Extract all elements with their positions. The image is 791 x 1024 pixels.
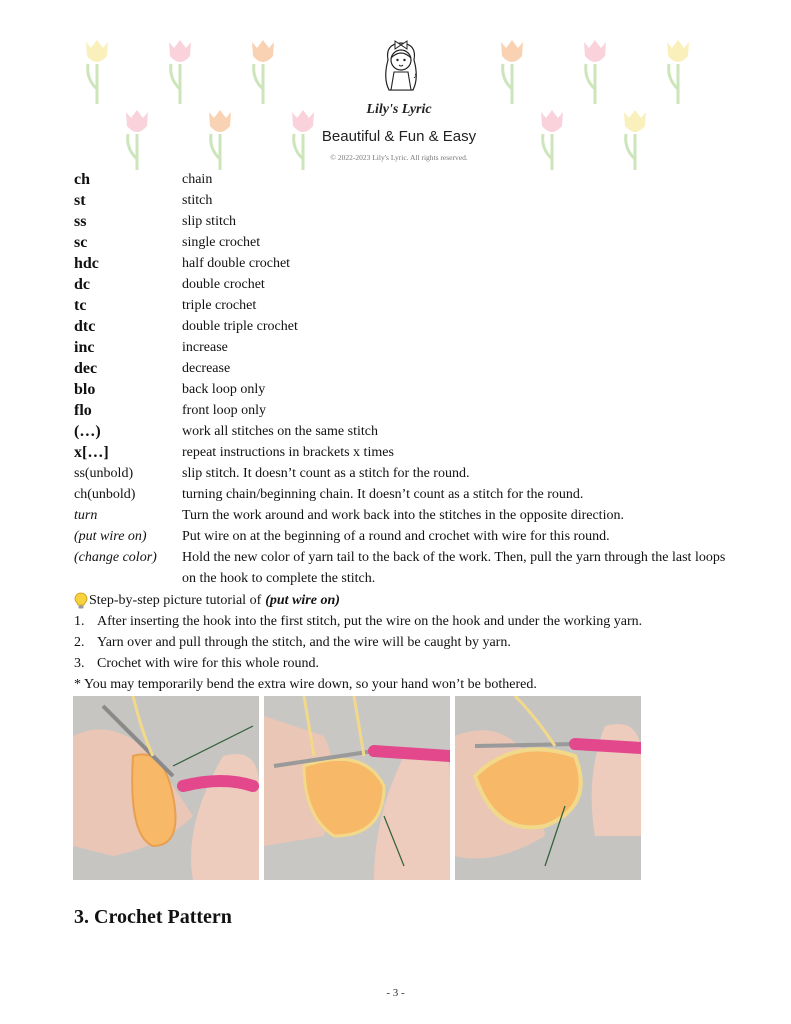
abbreviation-row	[74, 442, 734, 463]
tutorial-note: * You may temporarily bend the extra wire down, so your hand won’t be bothered.	[74, 677, 537, 692]
abbreviation-definition: turning chain/beginning chain. It doesn’t count as a stitch for the round.	[182, 487, 584, 502]
abbreviation-term: tc	[74, 297, 87, 314]
tulip-icon	[165, 34, 195, 104]
tulip-icon	[580, 34, 610, 104]
abbreviation-definition: increase	[182, 340, 228, 355]
abbreviation-row	[74, 211, 734, 232]
abbreviation-definition: half double crochet	[182, 256, 291, 271]
abbreviation-definition: double triple crochet	[182, 319, 298, 334]
tulip-icon	[620, 104, 650, 170]
abbreviation-definition: work all stitches on the same stitch	[182, 424, 378, 439]
tutorial-photo-3	[455, 696, 641, 880]
tulip-icon	[497, 34, 527, 104]
tulip-icon	[248, 34, 278, 104]
abbreviation-definition: Put wire on at the beginning of a round and crochet with wire for this round.	[182, 529, 610, 544]
abbreviation-row	[74, 400, 734, 421]
abbreviation-term: (put wire on)	[74, 529, 147, 544]
tutorial-photo-1	[73, 696, 259, 880]
copyright-notice: © 2022-2023 Lily's Lyric. All rights reserved.	[330, 153, 468, 162]
abbreviation-row	[74, 484, 734, 505]
page-number: - 3 -	[386, 987, 405, 999]
girl-mascot-icon	[379, 38, 423, 98]
abbreviation-definition: repeat instructions in brackets x times	[182, 445, 394, 460]
tulip-icon	[205, 104, 235, 170]
abbreviation-term: ch(unbold)	[74, 487, 136, 502]
abbreviation-term: dtc	[74, 318, 96, 335]
abbreviation-term: ch	[74, 171, 90, 188]
step-text: Crochet with wire for this whole round.	[97, 656, 320, 671]
abbreviation-row	[74, 379, 734, 400]
abbreviation-row	[74, 337, 734, 358]
step-number: 2.	[74, 635, 85, 650]
brand-name: Lily's Lyric	[366, 102, 432, 117]
tutorial-heading-emphasis: (put wire on)	[265, 593, 340, 608]
svg-text:♪: ♪	[413, 71, 417, 80]
header-banner	[74, 34, 716, 170]
step-text: After inserting the hook into the first stitch, put the wire on the hook and under the working yarn.	[97, 614, 643, 629]
abbreviation-row	[74, 505, 734, 526]
abbreviation-term: dc	[74, 276, 90, 293]
tutorial-photo-2	[264, 696, 450, 880]
abbreviation-row	[74, 316, 734, 337]
abbreviation-row	[74, 526, 734, 547]
abbreviation-definition: slip stitch	[182, 214, 237, 229]
abbreviation-term: hdc	[74, 255, 99, 272]
tulip-icon	[82, 34, 112, 104]
wire-tutorial	[74, 590, 734, 695]
step-text: Yarn over and pull through the stitch, and the wire will be caught by yarn.	[97, 635, 511, 650]
tulip-icon	[537, 104, 567, 170]
tutorial-heading-text: Step-by-step picture tutorial of	[89, 593, 262, 608]
abbreviation-term: ss	[74, 213, 87, 230]
abbreviation-row	[74, 232, 734, 253]
abbreviation-definition: slip stitch. It doesn’t count as a stitch for the round.	[182, 466, 470, 481]
abbreviation-term: ss(unbold)	[74, 466, 134, 481]
abbreviation-row	[74, 253, 734, 274]
step-number: 3.	[74, 656, 85, 671]
abbreviation-row	[74, 190, 734, 211]
abbreviation-term: (…)	[74, 423, 101, 440]
tulip-icon	[122, 104, 152, 170]
abbreviation-term: x[…]	[74, 444, 109, 461]
abbreviation-term: flo	[74, 402, 92, 419]
abbreviation-row	[74, 274, 734, 295]
tutorial-step	[74, 632, 734, 653]
abbreviation-term: sc	[74, 234, 88, 251]
abbreviation-definition: double crochet	[182, 277, 265, 292]
abbreviation-term: inc	[74, 339, 95, 356]
abbreviation-row	[74, 169, 734, 190]
abbreviation-row	[74, 295, 734, 316]
abbreviation-term: blo	[74, 381, 96, 398]
abbreviation-term: (change color)	[74, 550, 157, 565]
abbreviation-definition: Hold the new color of yarn tail to the back of the work. Then, pull the yarn through the last loops on the hook to complete the stitch.	[182, 550, 726, 586]
tulip-icon	[663, 34, 693, 104]
lightbulb-icon	[74, 592, 88, 610]
abbreviation-definition: Turn the work around and work back into the stitches in the opposite direction.	[182, 508, 624, 523]
abbreviation-row	[74, 358, 734, 379]
abbreviation-term: turn	[74, 508, 98, 523]
abbreviation-definition: stitch	[182, 193, 213, 208]
abbreviation-row	[74, 421, 734, 442]
abbreviation-definition: decrease	[182, 361, 231, 376]
brand-slogan: Beautiful & Fun & Easy	[321, 128, 477, 145]
abbreviation-term: dec	[74, 360, 98, 377]
section-title: 3. Crochet Pattern	[74, 906, 232, 928]
step-number: 1.	[74, 614, 85, 629]
tutorial-heading	[74, 590, 734, 611]
abbreviation-definition: single crochet	[182, 235, 261, 250]
abbreviation-row	[74, 547, 734, 589]
tutorial-step	[74, 611, 734, 632]
abbreviation-table	[74, 169, 734, 589]
abbreviation-definition: front loop only	[182, 403, 266, 418]
abbreviation-term: st	[74, 192, 86, 209]
abbreviation-row	[74, 463, 734, 484]
abbreviation-definition: chain	[182, 172, 213, 187]
abbreviation-definition: triple crochet	[182, 298, 257, 313]
abbreviation-definition: back loop only	[182, 382, 266, 397]
tutorial-step	[74, 653, 734, 674]
brand-logo	[304, 34, 494, 170]
